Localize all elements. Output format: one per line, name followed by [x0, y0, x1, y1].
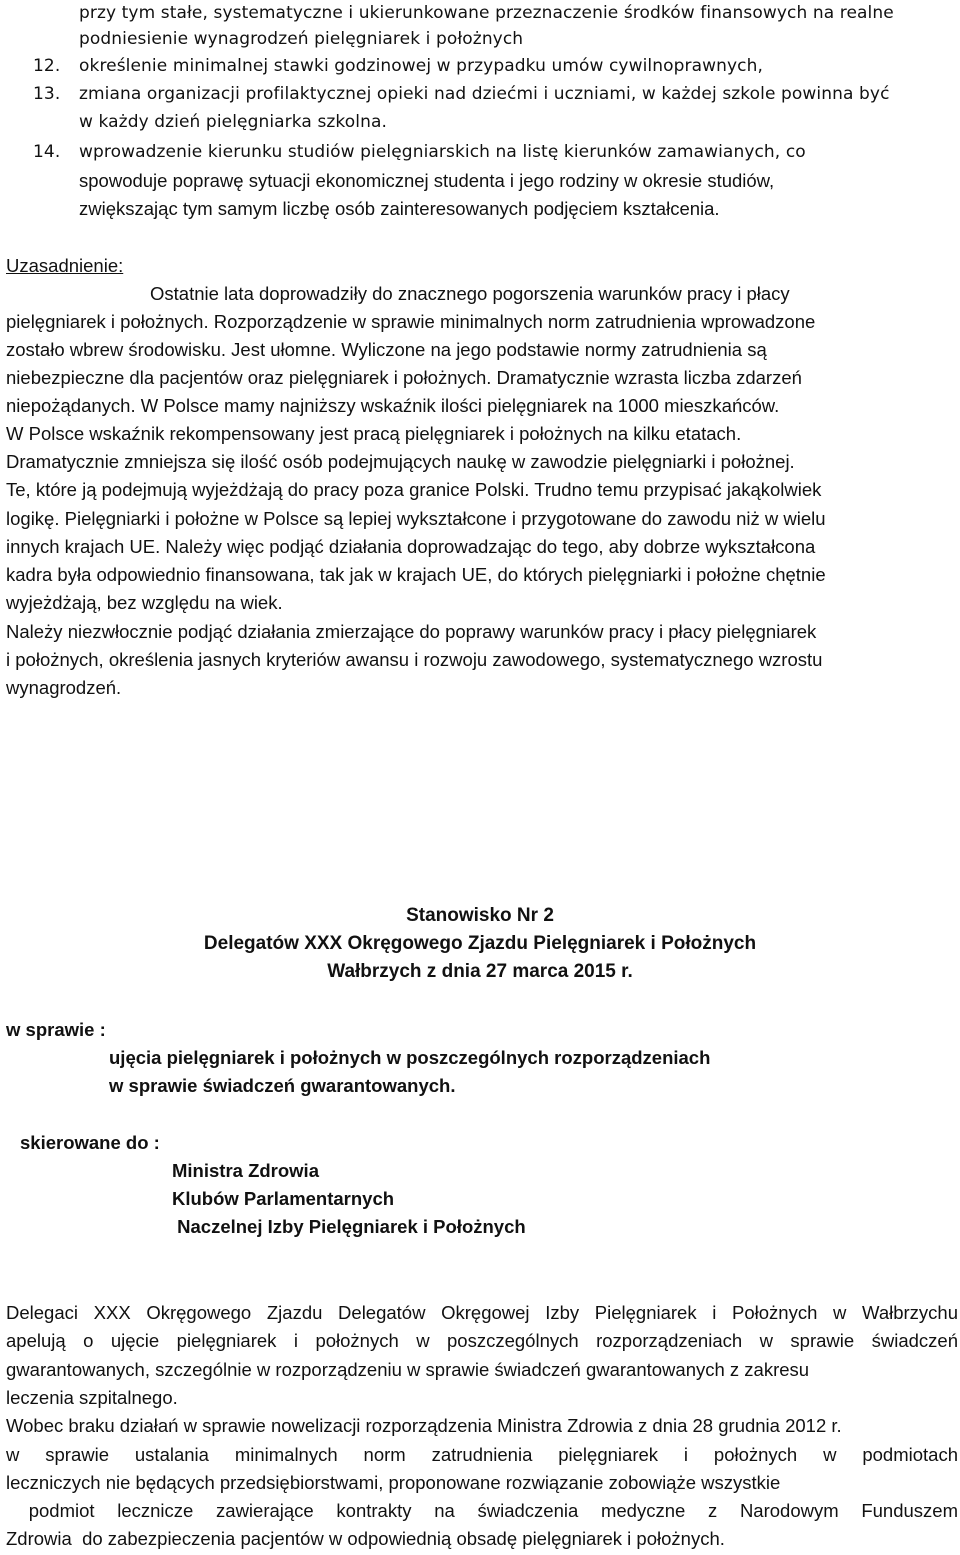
regarding-line: w sprawie świadczeń gwarantowanych. [109, 1075, 456, 1096]
justification-line: zostało wbrew środowisku. Jest ułomne. Wyliczone na jego podstawie normy zatrudnienia są [6, 339, 767, 360]
list-text: wprowadzenie kierunku studiów pielęgniarskich na listę kierunków zamawianych, co [79, 142, 806, 162]
list-item-13 [33, 80, 890, 108]
addressee: Naczelnej Izby Pielęgniarek i Położnych [172, 1216, 526, 1237]
body-line: Delegaci XXX Okręgowego Zjazdu Delegatów Okręgowej Izby Pielęgniarek i Położnych w Wałbrzychu [6, 1302, 958, 1323]
addressed-label: skierowane do : [20, 1132, 160, 1153]
justification-line: Te, które ją podejmują wyjeżdżają do pracy poza granice Polski. Trudno temu przypisać jakąkolwiek [6, 479, 822, 500]
regarding-line: ujęcia pielęgniarek i położnych w poszczególnych rozporządzeniach [109, 1047, 711, 1068]
justification-line: niepożądanych. W Polsce mamy najniższy wskaźnik ilości pielęgniarek na 1000 mieszkańców. [6, 395, 780, 416]
list-line: w każdy dzień pielęgniarka szkolna. [79, 112, 387, 132]
justification-line: i położnych, określenia jasnych kryteriów awansu i rozwoju zawodowego, systematycznego wzrostu [6, 649, 823, 670]
body-line: podmiot lecznicze zawierające kontrakty na świadczenia medyczne z Narodowym Funduszem [6, 1500, 958, 1521]
list-text: określenie minimalnej stawki godzinowej w przypadku umów cywilnoprawnych, [79, 56, 763, 76]
list-line: przy tym stałe, systematyczne i ukierunkowane przeznaczenie środków finansowych na realne [79, 3, 894, 23]
justification-line: Ostatnie lata doprowadziły do znacznego pogorszenia warunków pracy i płacy [150, 283, 790, 304]
justification-line: logikę. Pielęgniarki i położne w Polsce są lepiej wykształcone i przygotowane do zawodu niż w wielu [6, 508, 826, 529]
justification-line: niebezpieczne dla pacjentów oraz pielęgniarek i położnych. Dramatycznie wzrasta liczba zdarzeń [6, 367, 802, 388]
list-line: podniesienie wynagrodzeń pielęgniarek i położnych [79, 29, 524, 49]
list-number: 12. [33, 56, 61, 76]
list-line: zwiększając tym samym liczbę osób zainteresowanych podjęciem kształcenia. [79, 198, 720, 219]
body-line: gwarantowanych, szczególnie w rozporządzeniu w sprawie świadczeń gwarantowanych z zakresu [6, 1359, 810, 1380]
body-line: apelują o ujęcie pielęgniarek i położnych w poszczególnych rozporządzeniach w sprawie świadczeń [6, 1330, 958, 1351]
justification-line: W Polsce wskaźnik rekompensowany jest pracą pielęgniarek i położnych na kilku etatach. [6, 423, 742, 444]
body-line: Wobec braku działań w sprawie nowelizacji rozporządzenia Ministra Zdrowia z dnia 28 grudnia 2012 r. [6, 1415, 842, 1436]
regarding-label: w sprawie : [6, 1019, 106, 1040]
body-line: w sprawie ustalania minimalnych norm zatrudnienia pielęgniarek i położnych w podmiotach [6, 1444, 958, 1465]
justification-line: kadra była odpowiednio finansowana, tak jak w krajach UE, do których pielęgniarki i położne chętnie [6, 564, 826, 585]
addressee: Klubów Parlamentarnych [172, 1188, 395, 1209]
justification-heading: Uzasadnienie: [6, 255, 124, 276]
list-text: zmiana organizacji profilaktycznej opieki nad dziećmi i uczniami, w każdej szkole powinna być [79, 84, 890, 104]
list-number: 14. [33, 142, 61, 162]
body-line: leczenia szpitalnego. [6, 1387, 178, 1408]
list-number: 13. [33, 84, 61, 104]
position-date: Wałbrzych z dnia 27 marca 2015 r. [327, 961, 633, 982]
position-subtitle: Delegatów XXX Okręgowego Zjazdu Pielęgniarek i Położnych [203, 933, 757, 954]
justification-line: wynagrodzeń. [6, 677, 122, 698]
addressee: Ministra Zdrowia [172, 1160, 319, 1181]
body-line: Zdrowia do zabezpieczenia pacjentów w odpowiednią obsadę pielęgniarek i położnych. [6, 1528, 725, 1549]
justification-line: Dramatycznie zmniejsza się ilość osób podejmujących naukę w zawodzie pielęgniarki i położnej. [6, 451, 795, 472]
justification-line: pielęgniarek i położnych. Rozporządzenie w sprawie minimalnych norm zatrudnienia wprowadzone [6, 311, 816, 332]
list-item-12 [33, 52, 763, 80]
justification-line: Należy niezwłocznie podjąć działania zmierzające do poprawy warunków pracy i płacy pielęgniarek [6, 621, 817, 642]
list-item-14 [33, 138, 806, 166]
body-line: leczniczych nie będących przedsiębiorstwami, proponowane rozwiązanie zobowiąże wszystkie [6, 1472, 781, 1493]
position-title: Stanowisko Nr 2 [406, 905, 554, 926]
list-line: spowoduje poprawę sytuacji ekonomicznej studenta i jego rodziny w okresie studiów, [79, 170, 775, 191]
justification-line: wyjeżdżają, bez względu na wiek. [6, 592, 283, 613]
justification-line: innych krajach UE. Należy więc podjąć działania doprowadzając do tego, aby dobrze wykształcona [6, 536, 816, 557]
